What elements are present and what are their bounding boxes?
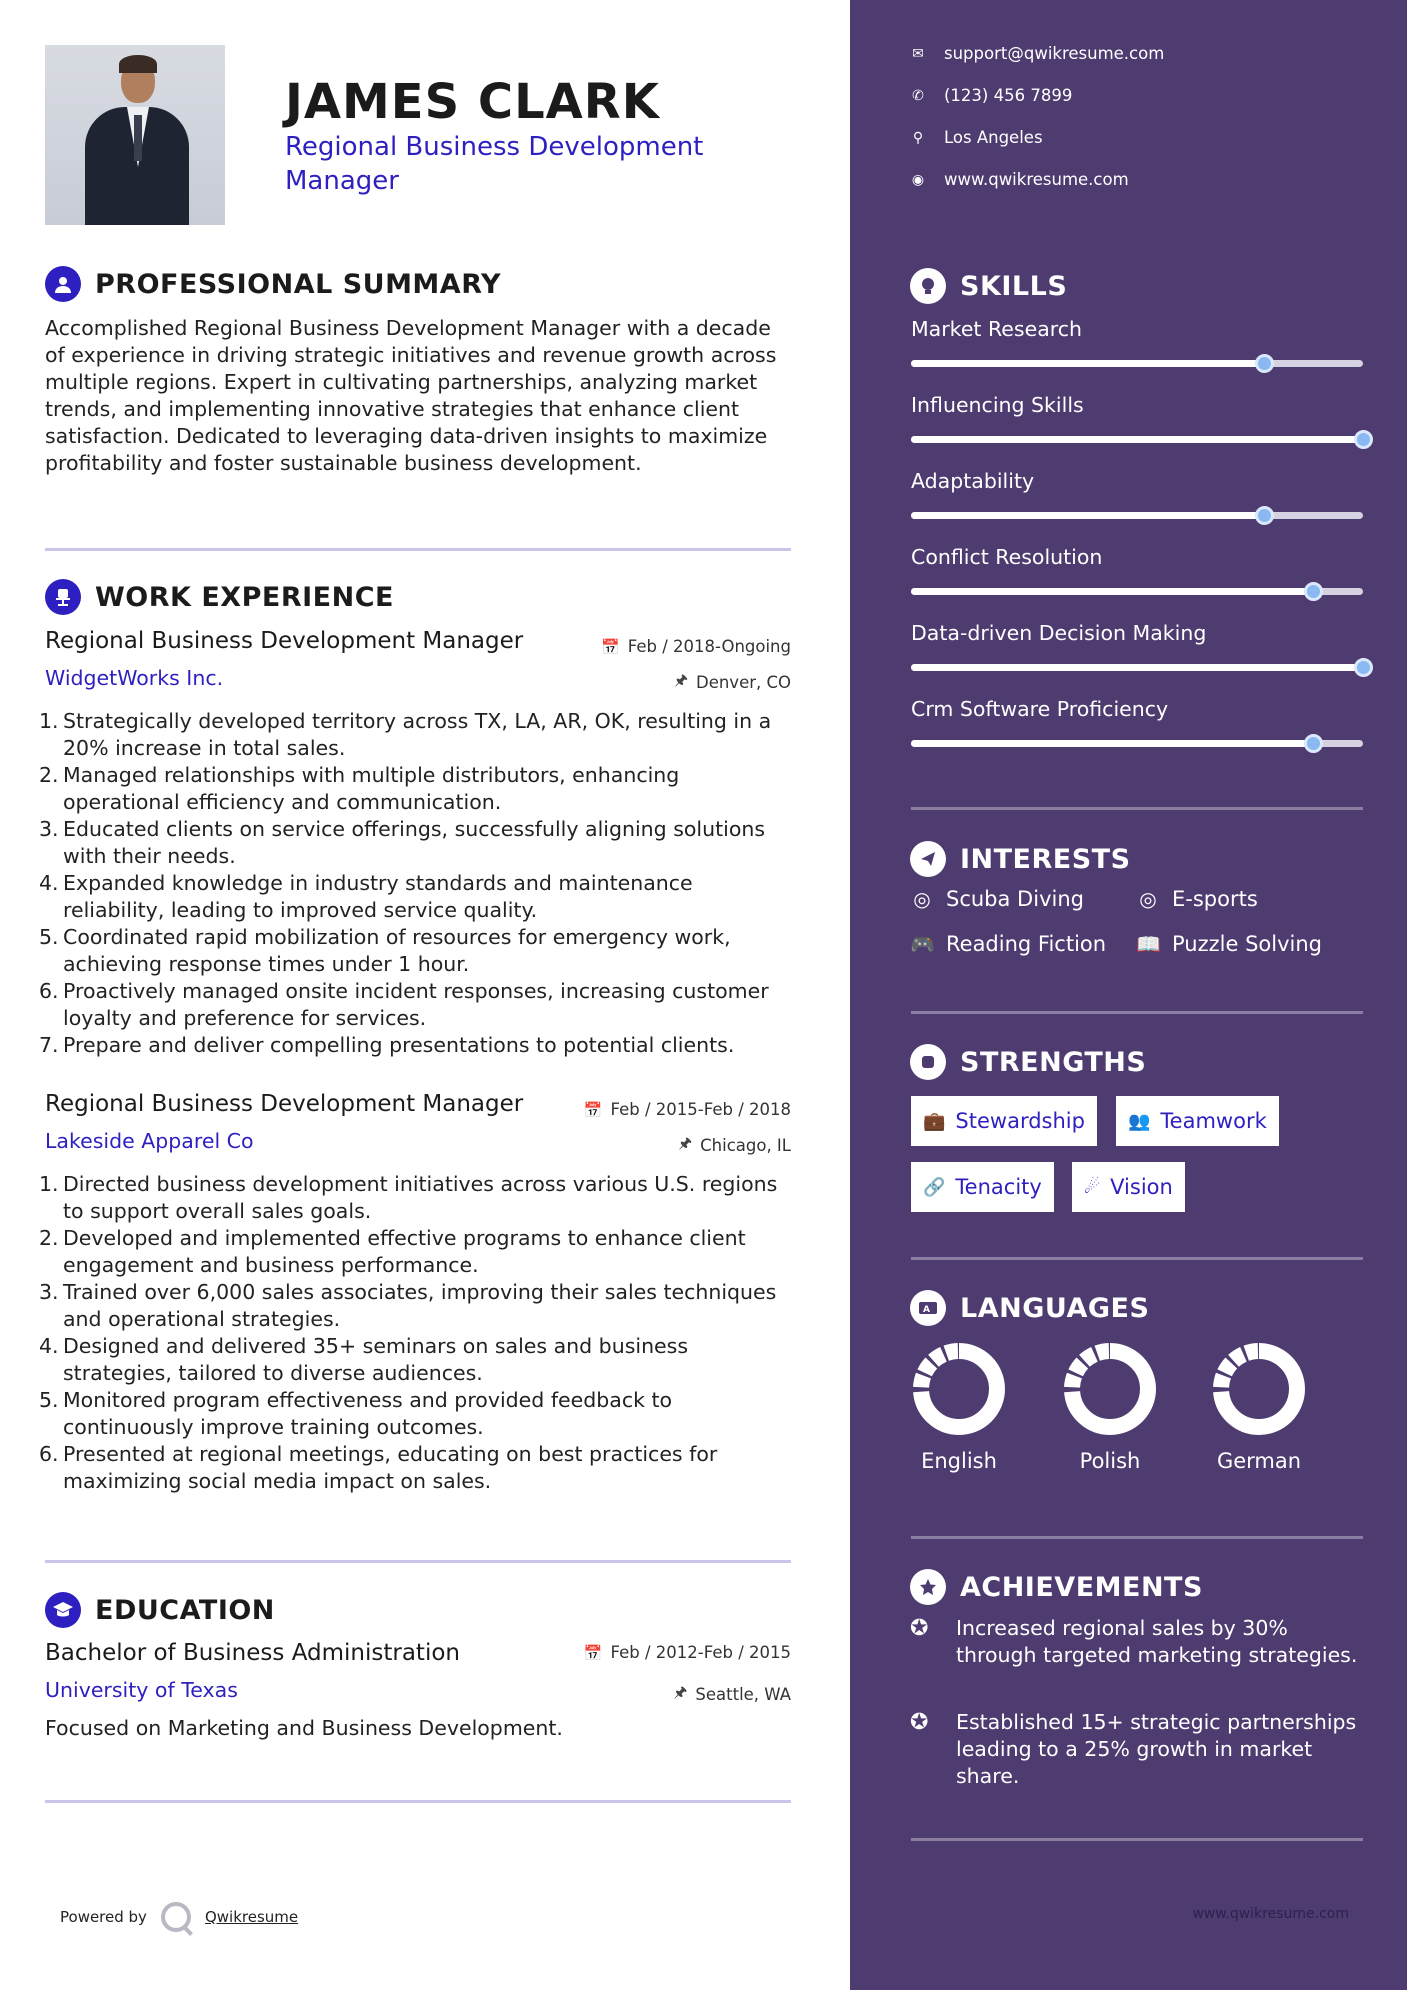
job-dates <box>584 1100 791 1119</box>
profile-photo <box>45 45 225 225</box>
map-pin-icon: ⚲ <box>912 129 924 146</box>
list-item: 2. Developed and implemented effective programs to enhance client engagement and business performance. <box>39 1226 746 1277</box>
candidate-name: JAMES CLARK <box>285 74 660 130</box>
job-location <box>678 1133 791 1158</box>
skill-knob <box>1255 506 1274 525</box>
list-item: 3. Trained over 6,000 sales associates, improving their sales techniques and operational strategies. <box>39 1280 777 1331</box>
strengths-heading <box>910 1044 1146 1080</box>
contact-phone-text: (123) 456 7899 <box>944 86 1073 105</box>
powered-by-label: Powered by <box>60 1908 147 1926</box>
briefcase-icon: 💼 <box>923 1110 946 1132</box>
experience-heading <box>45 579 394 615</box>
svg-text:A: A <box>923 1305 931 1315</box>
contact-location-text: Los Angeles <box>944 128 1043 147</box>
qwikresume-logo-icon <box>161 1902 191 1932</box>
language-item <box>1199 1343 1319 1473</box>
interest-item: ◎ E-sports <box>1136 887 1258 911</box>
skill-knob <box>1255 354 1274 373</box>
list-item: 5. Coordinated rapid mobilization of resources for emergency work, achieving response times under 1 hour. <box>39 925 731 976</box>
section-divider <box>45 1560 791 1563</box>
education-heading-text: EDUCATION <box>95 1594 275 1626</box>
interests-heading-text: INTERESTS <box>960 843 1131 875</box>
list-item: 6. Presented at regional meetings, educating on best practices for maximizing social media impact on sales. <box>39 1442 718 1493</box>
summary-heading <box>45 266 501 302</box>
skills-heading-text: SKILLS <box>960 270 1068 302</box>
globe-icon: ◉ <box>911 171 925 188</box>
job-dates-text: Feb / 2018-Ongoing <box>627 637 791 656</box>
job-dates-text: Feb / 2015-Feb / 2018 <box>610 1100 791 1119</box>
interest-item: ◎ Scuba Diving <box>910 887 1084 911</box>
job-company: Lakeside Apparel Co <box>45 1129 254 1153</box>
gamepad-icon: 🎮 <box>910 932 935 956</box>
office-chair-icon <box>45 579 81 615</box>
job-location-text: Denver, CO <box>695 673 791 692</box>
section-divider <box>45 1800 791 1803</box>
job-bullets <box>39 1171 795 1495</box>
experience-heading-text: WORK EXPERIENCE <box>95 581 394 613</box>
language-donut <box>1064 1343 1156 1435</box>
list-item: 7. Prepare and deliver compelling presentations to potential clients. <box>39 1033 735 1057</box>
skills-heading <box>910 268 1067 304</box>
strength-badge: ☄ Vision <box>1072 1162 1185 1212</box>
contact-phone[interactable] <box>910 86 1072 105</box>
book-icon: 📖 <box>1136 932 1161 956</box>
skill-bar <box>911 436 1363 443</box>
list-item: 4. Designed and delivered 35+ seminars on sales and business strategies, tailored to diverse audiences. <box>39 1334 689 1385</box>
interests-heading <box>910 841 1131 877</box>
graduate-icon <box>45 1592 81 1628</box>
strength-badge: 🔗 Tenacity <box>911 1162 1054 1212</box>
contact-website[interactable] <box>910 170 1129 189</box>
skill-label: Conflict Resolution <box>911 545 1103 569</box>
interest-item: 🎮 Reading Fiction <box>910 932 1107 956</box>
list-item: 2. Managed relationships with multiple distributors, enhancing operational efficiency and communication. <box>39 763 680 814</box>
contact-website-text: www.qwikresume.com <box>944 170 1129 189</box>
skill-label: Market Research <box>911 317 1083 341</box>
language-icon <box>910 1290 946 1326</box>
list-item: 1. Directed business development initiatives across various U.S. regions to support overall sales goals. <box>39 1172 778 1223</box>
binoculars-icon: ☄ <box>1084 1176 1101 1198</box>
skill-knob <box>1354 430 1373 449</box>
phone-icon: ✆ <box>912 87 924 104</box>
job-location <box>674 670 791 695</box>
job-title: Regional Business Development Manager <box>45 628 524 654</box>
education-location <box>674 1682 792 1707</box>
envelope-icon: ✉ <box>912 45 924 62</box>
skill-bar-fill <box>911 740 1313 747</box>
language-donut <box>913 1343 1005 1435</box>
stars-icon: ✪ <box>910 1710 929 1735</box>
summary-heading-text: PROFESSIONAL SUMMARY <box>95 268 502 300</box>
school-name: University of Texas <box>45 1678 238 1702</box>
education-location-text: Seattle, WA <box>695 1685 791 1704</box>
job-bullets <box>39 708 795 1059</box>
star-badge-icon <box>910 1569 946 1605</box>
section-divider <box>911 1536 1363 1539</box>
skill-bar-fill <box>911 512 1264 519</box>
list-item: 5. Monitored program effectiveness and provided feedback to continuously improve training outcomes. <box>39 1388 673 1439</box>
link-icon: 🔗 <box>923 1176 946 1198</box>
skill-bar-fill <box>911 436 1363 443</box>
skill-label: Crm Software Proficiency <box>911 697 1169 721</box>
list-item: 3. Educated clients on service offerings, successfully aligning solutions with their needs. <box>39 817 766 868</box>
list-item: 6. Proactively managed onsite incident responses, increasing customer loyalty and preference for services. <box>39 979 769 1030</box>
education-heading <box>45 1592 275 1628</box>
skill-bar <box>911 512 1363 519</box>
footer-powered-by <box>60 1902 298 1932</box>
section-divider <box>911 807 1363 810</box>
life-ring-icon: ◎ <box>1139 887 1157 911</box>
job-location-text: Chicago, IL <box>700 1136 791 1155</box>
education-note: Focused on Marketing and Business Development. <box>45 1716 563 1740</box>
stars-icon: ✪ <box>910 1616 929 1641</box>
education-dates <box>584 1643 791 1662</box>
achievements-heading <box>910 1569 1203 1605</box>
language-label: Polish <box>1079 1449 1141 1473</box>
skill-bar <box>911 740 1363 747</box>
language-label: English <box>921 1449 997 1473</box>
skill-bar <box>911 360 1363 367</box>
users-icon: 👥 <box>1128 1110 1151 1132</box>
fist-icon <box>910 1044 946 1080</box>
achievement-item: ✪ Increased regional sales by 30% through targeted marketing strategies. <box>910 1616 1358 1667</box>
skill-bar-fill <box>911 588 1313 595</box>
skill-bar <box>911 664 1363 671</box>
section-divider <box>911 1257 1363 1260</box>
skill-label: Data-driven Decision Making <box>911 621 1207 645</box>
life-ring-icon: ◎ <box>913 887 931 911</box>
language-item <box>899 1343 1019 1473</box>
skill-bar-fill <box>911 360 1264 367</box>
footer-site[interactable]: www.qwikresume.com <box>1192 1906 1349 1922</box>
pin-icon: 🖈 <box>674 671 688 689</box>
interest-item: 📖 Puzzle Solving <box>1136 932 1322 956</box>
paper-plane-icon <box>910 841 946 877</box>
achievements-heading-text: ACHIEVEMENTS <box>960 1571 1203 1603</box>
language-item <box>1050 1343 1170 1473</box>
job-title: Regional Business Development Manager <box>45 1091 524 1117</box>
section-divider <box>911 1838 1363 1841</box>
summary-text: Accomplished Regional Business Development Manager with a decade of experience in driving strategic initiatives and revenue growth across multiple regions. Expert in cultivating partnerships, analyzing market trends, and implementing innovative strategies that enhance client satisfaction. Dedicated to leveraging data-driven insights to maximize profitability and foster sustainable business development. <box>45 316 777 475</box>
pin-icon: 🖈 <box>678 1134 693 1152</box>
skill-label: Influencing Skills <box>911 393 1084 417</box>
strength-badge: 💼 Stewardship <box>911 1096 1097 1146</box>
job-company: WidgetWorks Inc. <box>45 666 224 690</box>
job-dates <box>601 637 791 656</box>
language-donut <box>1213 1343 1305 1435</box>
languages-heading-text: LANGUAGES <box>960 1292 1150 1324</box>
section-divider <box>45 548 791 551</box>
skill-label: Adaptability <box>911 469 1035 493</box>
calendar-icon: 📅 <box>601 637 620 656</box>
degree-title: Bachelor of Business Administration <box>45 1640 460 1666</box>
user-icon <box>45 266 81 302</box>
list-item: 1. Strategically developed territory across TX, LA, AR, OK, resulting in a 20% increase in total sales. <box>39 709 772 760</box>
contact-email-text: support@qwikresume.com <box>944 44 1165 63</box>
list-item: 4. Expanded knowledge in industry standards and maintenance reliability, leading to improved service quality. <box>39 871 693 922</box>
contact-email[interactable] <box>910 44 1164 63</box>
pin-icon: 🖈 <box>673 1683 688 1701</box>
lightbulb-icon <box>910 268 946 304</box>
skill-bar-fill <box>911 664 1363 671</box>
candidate-title: Regional Business Development Manager <box>285 132 704 196</box>
education-dates-text: Feb / 2012-Feb / 2015 <box>610 1643 791 1662</box>
skill-bar <box>911 588 1363 595</box>
strengths-heading-text: STRENGTHS <box>960 1046 1147 1078</box>
calendar-icon: 📅 <box>583 1643 603 1662</box>
section-divider <box>911 1011 1363 1014</box>
language-label: German <box>1216 1449 1302 1473</box>
qwikresume-link[interactable]: Qwikresume <box>204 1908 299 1926</box>
calendar-icon: 📅 <box>583 1100 603 1119</box>
languages-heading <box>910 1290 1149 1326</box>
contact-location <box>910 128 1043 147</box>
strength-badge: 👥 Teamwork <box>1116 1096 1279 1146</box>
achievement-item: ✪ Established 15+ strategic partnerships leading to a 25% growth in market share. <box>910 1710 1357 1788</box>
skill-knob <box>1354 658 1373 677</box>
